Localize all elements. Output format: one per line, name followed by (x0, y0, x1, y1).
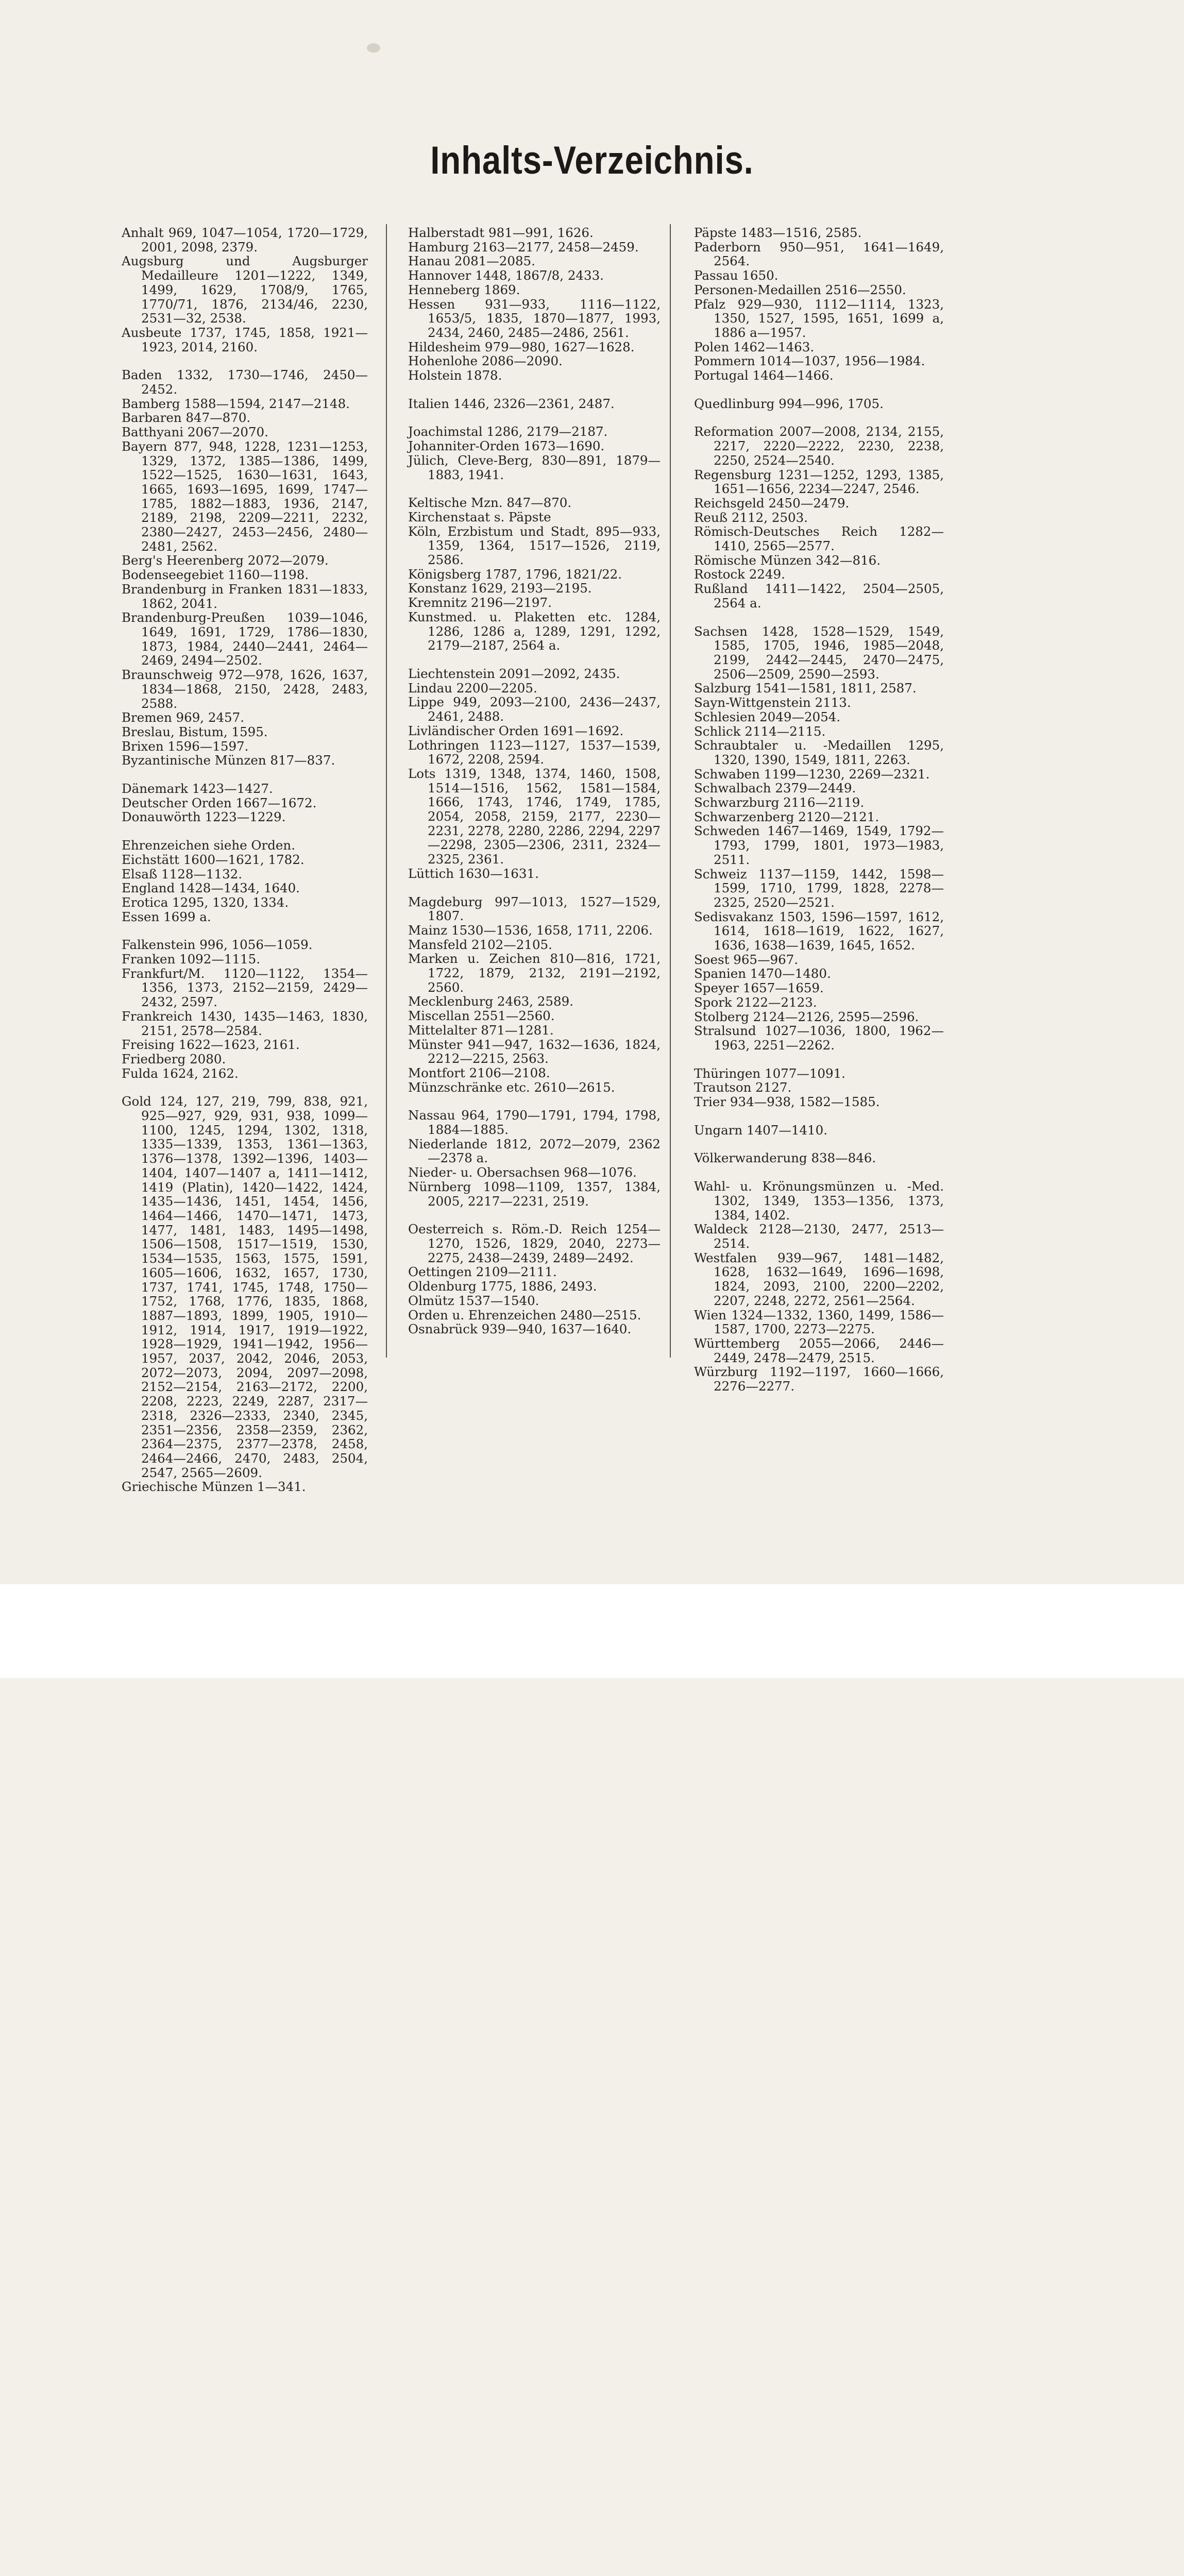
index-entry: Trautson 2127. (694, 1080, 792, 1095)
index-entry: Fulda 1624, 2162. (122, 1065, 239, 1081)
index-entry: Deutscher Orden 1667—1672. (122, 795, 317, 810)
index-entry: Schraubtaler u. -Medaillen 1295, 1320, 1390, 1549, 1811, 2263. (694, 738, 944, 767)
index-entry: Köln, Erzbistum und Stadt, 895—933, 1359, 1364, 1517—1526, 2119, 2586. (408, 523, 661, 568)
index-column-1 (122, 226, 368, 1494)
index-entry: Münster 941—947, 1632—1636, 1824, 2212—2215, 2563. (408, 1037, 661, 1066)
index-entry: Brandenburg in Franken 1831—1833, 1862, 2041. (122, 581, 368, 611)
index-entry: Erotica 1295, 1320, 1334. (122, 894, 289, 910)
index-entry: Reformation 2007—2008, 2134, 2155, 2217, 2220—2222, 2230, 2238, 2250, 2524—2540. (694, 424, 944, 468)
index-entry: Lothringen 1123—1127, 1537—1539, 1672, 2208, 2594. (408, 737, 661, 767)
index-entry: Schwaben 1199—1230, 2269—2321. (694, 766, 930, 782)
index-entry: Johanniter-Orden 1673—1690. (408, 438, 605, 454)
index-entry: Schwalbach 2379—2449. (694, 781, 856, 796)
index-entry: Gold 124, 127, 219, 799, 838, 921, 925—927, 929, 931, 938, 1099—1100, 1245, 1294, 1302, 1318, 1335—1339, 1353, 1361—1363, 1376—1378, 1392—1396, 1403—1404, 1407—1407 a, 1411—1412, 1419 (Platin), 1420—1422, 1424, 1435—1436, 1451, 1454, 1456, 1464—1466, 1470—1471, 1473, 1477, 1481, 1483, 1495—1498, 1506—1508, 1517—1519, 1530, 1534—1535, 1563, 1575, 1591, 1605—1606, 1632, 1657, 1730, 1737, 1741, 1745, 1748, 1750—1752, 1768, 1776, 1835, 1868, 1887—1893, 1899, 1905, 1910—1912, 1914, 1917, 1919—1922, 1928—1929, 1941—1942, 1956—1957, 2037, 2042, 2046, 2053, 2072—2073, 2094, 2097—2098, 2152—2154, 2163—2172, 2200, 2208, 2223, 2249, 2287, 2317—2318, 2326—2333, 2340, 2345, 2351—2356, 2358—2359, 2362, 2364—2375, 2377—2378, 2458, 2464—2466, 2470, 2483, 2504, 2547, 2565—2609. (122, 1094, 368, 1480)
section-gap (408, 383, 661, 397)
index-entry: Freising 1622—1623, 2161. (122, 1037, 300, 1053)
index-entry: Griechische Münzen 1—341. (122, 1479, 306, 1495)
index-entry: Päpste 1483—1516, 2585. (694, 225, 862, 240)
section-gap (694, 383, 944, 397)
index-entry: Pommern 1014—1037, 1956—1984. (694, 353, 925, 369)
index-entry: Waldeck 2128—2130, 2477, 2513—2514. (694, 1222, 944, 1251)
index-entry: Anhalt 969, 1047—1054, 1720—1729, 2001, 2098, 2379. (122, 225, 368, 255)
index-entry: Schlesien 2049—2054. (694, 709, 841, 724)
section-gap (694, 411, 944, 425)
index-entry: Lippe 949, 2093—2100, 2436—2437, 2461, 2488. (408, 694, 661, 724)
index-entry: Oettingen 2109—2111. (408, 1264, 557, 1280)
index-entry: Augsburg und Augsburger Medailleure 1201—1222, 1349, 1499, 1629, 1708/9, 1765, 1770/71, 1876, 2134/46, 2230, 2531—32, 2538. (122, 253, 368, 326)
index-entry: Holstein 1878. (408, 368, 502, 383)
index-entry: Sedisvakanz 1503, 1596—1597, 1612, 1614, 1618—1619, 1622, 1627, 1636, 1638—1639, 1645, 1652. (694, 909, 944, 953)
index-entry: Braunschweig 972—978, 1626, 1637, 1834—1868, 2150, 2428, 2483, 2588. (122, 667, 368, 711)
index-entry: Elsaß 1128—1132. (122, 866, 243, 882)
index-entry: Hannover 1448, 1867/8, 2433. (408, 268, 604, 283)
index-entry: Mainz 1530—1536, 1658, 1711, 2206. (408, 922, 653, 938)
index-entry: Wien 1324—1332, 1360, 1499, 1586—1587, 1700, 2273—2275. (694, 1307, 944, 1337)
index-entry: Pfalz 929—930, 1112—1114, 1323, 1350, 1527, 1595, 1651, 1699 a, 1886 a—1957. (694, 296, 944, 340)
index-entry: Soest 965—967. (694, 952, 799, 967)
index-entry: Rostock 2249. (694, 567, 785, 582)
index-entry: Trier 934—938, 1582—1585. (694, 1094, 880, 1110)
section-gap (694, 1109, 944, 1123)
index-entry: Quedlinburg 994—996, 1705. (694, 396, 884, 411)
index-entry: Niederlande 1812, 2072—2079, 2362—2378 a. (408, 1136, 661, 1166)
index-entry: Dänemark 1423—1427. (122, 781, 273, 796)
index-entry: Montfort 2106—2108. (408, 1065, 550, 1080)
index-entry: Hanau 2081—2085. (408, 253, 535, 269)
index-entry: Miscellan 2551—2560. (408, 1008, 555, 1024)
index-entry: Münzschränke etc. 2610—2615. (408, 1079, 615, 1095)
section-gap (122, 354, 368, 368)
index-entry: Königsberg 1787, 1796, 1821/22. (408, 566, 622, 582)
index-column-2 (408, 226, 661, 1336)
index-entry: Personen-Medaillen 2516—2550. (694, 282, 906, 297)
index-entry: Mecklenburg 2463, 2589. (408, 994, 573, 1009)
index-entry: Hildesheim 979—980, 1627—1628. (408, 339, 635, 354)
index-entry: Schwarzburg 2116—2119. (694, 795, 865, 810)
index-entry: Stralsund 1027—1036, 1800, 1962—1963, 2251—2262. (694, 1023, 944, 1053)
index-entry: Spanien 1470—1480. (694, 966, 831, 981)
viewer-footer (0, 1584, 1184, 1678)
index-entry: Henneberg 1869. (408, 282, 520, 297)
section-gap (408, 653, 661, 667)
index-entry: Ungarn 1407—1410. (694, 1122, 827, 1138)
index-entry: Ehrenzeichen siehe Orden. (122, 838, 295, 853)
index-entry: Breslau, Bistum, 1595. (122, 724, 268, 739)
index-entry: Spork 2122—2123. (694, 994, 817, 1010)
index-entry: Paderborn 950—951, 1641—1649, 2564. (694, 239, 944, 269)
index-entry: Joachimstal 1286, 2179—2187. (408, 424, 608, 439)
section-gap (122, 768, 368, 782)
index-entry: Barbaren 847—870. (122, 410, 251, 426)
section-gap (122, 824, 368, 838)
index-entry: Mittelalter 871—1281. (408, 1022, 554, 1038)
paper-smudge (367, 43, 380, 53)
index-entry: Byzantinische Münzen 817—837. (122, 753, 335, 768)
index-entry: Baden 1332, 1730—1746, 2450—2452. (122, 367, 368, 397)
index-entry: Keltische Mzn. 847—870. (408, 495, 572, 511)
index-entry: England 1428—1434, 1640. (122, 880, 300, 896)
index-entry: Lüttich 1630—1631. (408, 866, 539, 881)
index-entry: Nürnberg 1098—1109, 1357, 1384, 2005, 2217—2231, 2519. (408, 1179, 661, 1209)
index-entry: Römische Münzen 342—816. (694, 552, 881, 568)
index-entry: Württemberg 2055—2066, 2446—2449, 2478—2479, 2515. (694, 1335, 944, 1365)
index-entry: Batthyani 2067—2070. (122, 425, 268, 440)
index-entry: Konstanz 1629, 2193—2195. (408, 581, 592, 596)
index-entry: Schweden 1467—1469, 1549, 1792—1793, 1799, 1801, 1973—1983, 2511. (694, 823, 944, 867)
index-entry: Polen 1462—1463. (694, 339, 815, 354)
index-entry: Salzburg 1541—1581, 1811, 2587. (694, 681, 917, 696)
index-entry: Frankreich 1430, 1435—1463, 1830, 2151, 2578—2584. (122, 1008, 368, 1038)
index-entry: Bremen 969, 2457. (122, 710, 244, 725)
index-entry: Hohenlohe 2086—2090. (408, 353, 563, 369)
index-entry: Magdeburg 997—1013, 1527—1529, 1807. (408, 894, 661, 924)
index-entry: Lindau 2200—2205. (408, 680, 537, 696)
index-entry: Frankfurt/M. 1120—1122, 1354—1356, 1373, 2152—2159, 2429—2432, 2597. (122, 965, 368, 1010)
index-entry: Speyer 1657—1659. (694, 980, 824, 996)
column-divider-1 (386, 224, 387, 1358)
index-entry: Donauwörth 1223—1229. (122, 809, 286, 825)
index-entry: Franken 1092—1115. (122, 952, 260, 967)
index-entry: Portugal 1464—1466. (694, 368, 834, 383)
index-entry: Orden u. Ehrenzeichen 2480—2515. (408, 1307, 641, 1323)
index-entry: Wahl- u. Krönungsmünzen u. -Med. 1302, 1349, 1353—1356, 1373, 1384, 1402. (694, 1179, 944, 1223)
index-entry: Passau 1650. (694, 268, 779, 283)
page-title: Inhalts-Verzeichnis. (430, 139, 754, 182)
index-entry: Nassau 964, 1790—1791, 1794, 1798, 1884—1885. (408, 1108, 661, 1138)
section-gap (694, 1137, 944, 1151)
index-entry: Sachsen 1428, 1528—1529, 1549, 1585, 1705, 1946, 1985—2048, 2199, 2442—2445, 2470—2475, 2506—2509, 2590—2593. (694, 623, 944, 682)
index-entry: Schwarzenberg 2120—2121. (694, 809, 879, 824)
index-entry: Römisch-Deutsches Reich 1282—1410, 2565—2577. (694, 524, 944, 554)
section-gap (408, 881, 661, 895)
section-gap (122, 1080, 368, 1094)
index-entry: Stolberg 2124—2126, 2595—2596. (694, 1009, 919, 1024)
index-entry: Liechtenstein 2091—2092, 2435. (408, 666, 620, 681)
index-entry: Brandenburg-Preußen 1039—1046, 1649, 1691, 1729, 1786—1830, 1873, 1984, 2440—2441, 2464—2469, 2494—2502. (122, 610, 368, 668)
index-entry: Würzburg 1192—1197, 1660—1666, 2276—2277. (694, 1364, 944, 1394)
section-gap (694, 611, 944, 624)
index-entry: Oldenburg 1775, 1886, 2493. (408, 1279, 597, 1294)
index-entry: Schlick 2114—2115. (694, 723, 826, 739)
index-entry: Bodenseegebiet 1160—1198. (122, 567, 309, 583)
index-entry: Olmütz 1537—1540. (408, 1293, 539, 1308)
index-entry: Thüringen 1077—1091. (694, 1065, 845, 1081)
index-entry: Reuß 2112, 2503. (694, 510, 808, 525)
index-entry: Hamburg 2163—2177, 2458—2459. (408, 239, 639, 255)
index-entry: Friedberg 2080. (122, 1051, 226, 1066)
index-entry: Lots 1319, 1348, 1374, 1460, 1508, 1514—1516, 1562, 1581—1584, 1666, 1743, 1746, 1749, 1785, 2054, 2058, 2159, 2177, 2230—2231, 2278, 2280, 2286, 2294, 2297—2298, 2305—2306, 2311, 2324—2325, 2361. (408, 766, 661, 867)
index-entry: Rußland 1411—1422, 2504—2505, 2564 a. (694, 581, 944, 611)
section-gap (408, 482, 661, 496)
index-entry: Brixen 1596—1597. (122, 738, 249, 754)
section-gap (694, 1053, 944, 1066)
index-entry: Regensburg 1231—1252, 1293, 1385, 1651—1656, 2234—2247, 2546. (694, 467, 944, 497)
index-entry: Hessen 931—933, 1116—1122, 1653/5, 1835, 1870—1877, 1993, 2434, 2460, 2485—2486, 2561. (408, 296, 661, 340)
column-divider-2 (670, 224, 671, 1358)
section-gap (408, 1208, 661, 1222)
index-entry: Sayn-Wittgenstein 2113. (694, 695, 851, 710)
index-entry: Berg's Heerenberg 2072—2079. (122, 553, 329, 568)
section-gap (408, 411, 661, 425)
index-entry: Ausbeute 1737, 1745, 1858, 1921—1923, 2014, 2160. (122, 325, 368, 354)
index-entry: Essen 1699 a. (122, 909, 211, 924)
index-entry: Livländischer Orden 1691—1692. (408, 723, 624, 738)
index-entry: Kirchenstaat s. Päpste (408, 509, 551, 524)
index-entry: Halberstadt 981—991, 1626. (408, 225, 594, 240)
section-gap (122, 924, 368, 938)
index-entry: Bamberg 1588—1594, 2147—2148. (122, 396, 350, 411)
index-entry: Völkerwanderung 838—846. (694, 1150, 876, 1166)
section-gap (694, 1165, 944, 1179)
index-entry: Marken u. Zeichen 810—816, 1721, 1722, 1879, 2132, 2191—2192, 2560. (408, 951, 661, 995)
index-entry: Kremnitz 2196—2197. (408, 595, 552, 611)
index-entry: Mansfeld 2102—2105. (408, 937, 552, 952)
index-entry: Nieder- u. Obersachsen 968—1076. (408, 1165, 637, 1180)
index-entry: Italien 1446, 2326—2361, 2487. (408, 396, 615, 411)
index-entry: Jülich, Cleve-Berg, 830—891, 1879—1883, 1941. (408, 452, 661, 482)
index-entry: Bayern 877, 948, 1228, 1231—1253, 1329, 1372, 1385—1386, 1499, 1522—1525, 1630—1631, 1643, 1665, 1693—1695, 1699, 1747—1785, 1882—1883, 1936, 2147, 2189, 2198, 2209—2211, 2232, 2380—2427, 2453—2456, 2480—2481, 2562. (122, 438, 368, 554)
index-entry: Westfalen 939—967, 1481—1482, 1628, 1632—1649, 1696—1698, 1824, 2093, 2100, 2200—2202, 2207, 2248, 2272, 2561—2564. (694, 1250, 944, 1308)
index-entry: Schweiz 1137—1159, 1442, 1598—1599, 1710, 1799, 1828, 2278—2325, 2520—2521. (694, 866, 944, 910)
index-column-3 (694, 226, 944, 1394)
index-entry: Reichsgeld 2450—2479. (694, 495, 850, 511)
index-entry: Osnabrück 939—940, 1637—1640. (408, 1321, 632, 1337)
index-entry: Oesterreich s. Röm.-D. Reich 1254—1270, 1526, 1829, 2040, 2273—2275, 2438—2439, 2489—2492. (408, 1222, 661, 1265)
index-entry: Kunstmed. u. Plaketten etc. 1284, 1286, 1286 a, 1289, 1291, 1292, 2179—2187, 2564 a. (408, 609, 661, 653)
index-entry: Eichstätt 1600—1621, 1782. (122, 852, 305, 867)
section-gap (408, 1094, 661, 1108)
index-entry: Falkenstein 996, 1056—1059. (122, 937, 313, 953)
